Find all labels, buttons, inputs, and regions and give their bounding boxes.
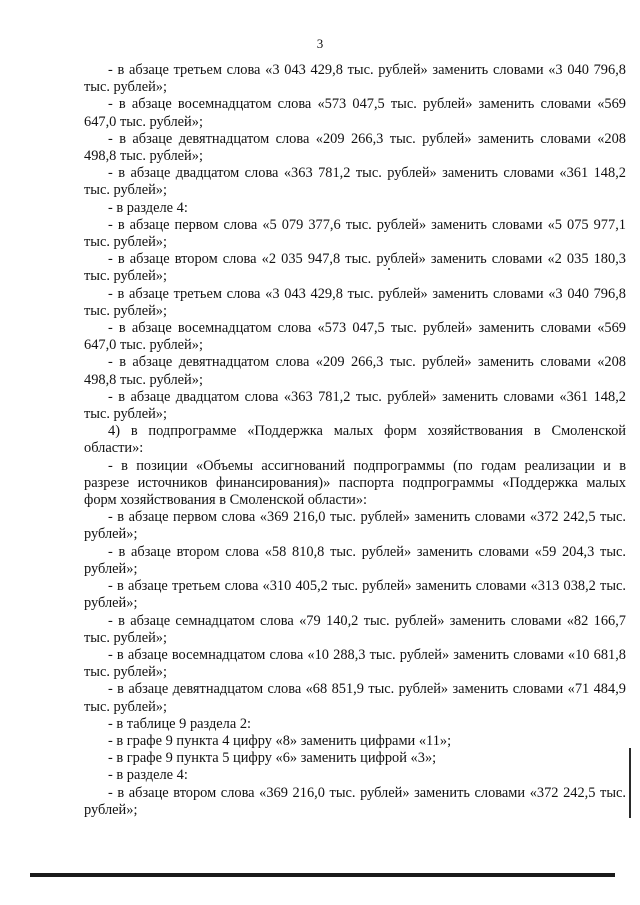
paragraph: - в графе 9 пункта 4 цифру «8» заменить цифрами «11»; <box>108 732 452 749</box>
paragraph: - в позиции «Объемы ассигнований подпрограммы (по годам реализации и в разрезе источников финансирования)» паспорта подпрограммы «Поддержка малых форм хозяйствования в Смоленской области»: <box>84 457 626 509</box>
paragraph: - в абзаце первом слова «5 079 377,6 тыс. рублей» заменить словами «5 075 977,1 тыс. рублей»; <box>84 216 626 251</box>
paragraph: - в таблице 9 раздела 2: <box>108 715 252 732</box>
paragraph: - в абзаце восемнадцатом слова «573 047,5 тыс. рублей» заменить словами «569 647,0 тыс. рублей»; <box>84 320 626 354</box>
paragraph: - в абзаце втором слова «369 216,0 тыс. рублей» заменить словами «372 242,5 тыс. рублей»; <box>84 784 626 818</box>
paragraph: - в графе 9 пункта 5 цифру «6» заменить цифрой «3»; <box>108 750 437 767</box>
paragraph: - в абзаце третьем слова «3 043 429,8 тыс. рублей» заменить словами «3 040 796,8 тыс. рублей»; <box>84 285 626 319</box>
paragraph: - в абзаце втором слова «2 035 947,8 тыс. рублей» заменить словами «2 035 180,3 тыс. рублей»; <box>84 251 626 285</box>
paragraph: - в абзаце восемнадцатом слова «573 047,5 тыс. рублей» заменить словами «569 647,0 тыс. рублей»; <box>84 96 626 130</box>
paragraph: - в абзаце двадцатом слова «363 781,2 тыс. рублей» заменить словами «361 148,2 тыс. рублей»; <box>84 388 626 423</box>
paragraph: - в абзаце третьем слова «310 405,2 тыс. рублей» заменить словами «313 038,2 тыс. рублей»; <box>84 578 626 612</box>
paragraph: - в абзаце девятнадцатом слова «209 266,3 тыс. рублей» заменить словами «208 498,8 тыс. рублей»; <box>84 354 626 388</box>
paragraph: - в абзаце первом слова «369 216,0 тыс. рублей» заменить словами «372 242,5 тыс. рублей»; <box>84 509 626 543</box>
paragraph: - в абзаце девятнадцатом слова «209 266,3 тыс. рублей» заменить словами «208 498,8 тыс. рублей»; <box>84 130 626 165</box>
paragraph: - в абзаце семнадцатом слова «79 140,2 тыс. рублей» заменить словами «82 166,7 тыс. рублей»; <box>84 612 626 646</box>
scan-border-line <box>30 873 615 877</box>
paragraph: - в абзаце девятнадцатом слова «68 851,9 тыс. рублей» заменить словами «71 484,9 тыс. рублей»; <box>84 681 626 715</box>
paragraph: - в разделе 4: <box>108 767 188 784</box>
paragraph: - в абзаце втором слова «58 810,8 тыс. рублей» заменить словами «59 204,3 тыс. рублей»; <box>84 543 626 577</box>
paragraph: 4) в подпрограмме «Поддержка малых форм хозяйствования в Смоленской области»: <box>84 423 626 457</box>
scan-speck <box>388 268 390 270</box>
paragraph: - в абзаце третьем слова «3 043 429,8 тыс. рублей» заменить словами «3 040 796,8 тыс. рублей»; <box>84 62 626 96</box>
document-body <box>84 62 626 819</box>
paragraph: - в абзаце восемнадцатом слова «10 288,3 тыс. рублей» заменить словами «10 681,8 тыс. рублей»; <box>84 646 626 681</box>
scan-edge-mark <box>629 748 631 818</box>
paragraph: - в разделе 4: <box>108 199 188 216</box>
page-number: 3 <box>316 36 324 51</box>
paragraph: - в абзаце двадцатом слова «363 781,2 тыс. рублей» заменить словами «361 148,2 тыс. рублей»; <box>84 165 626 199</box>
